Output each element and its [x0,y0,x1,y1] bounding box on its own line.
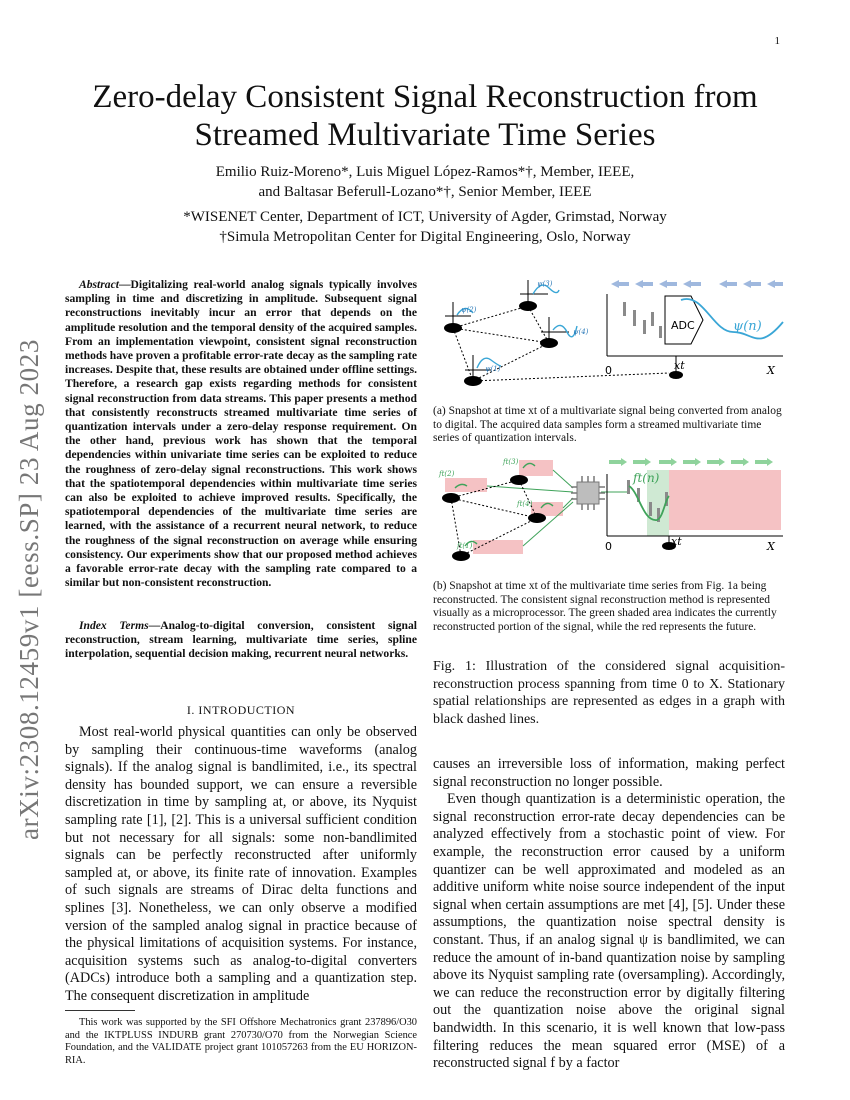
right-paragraph-2: Even though quantization is a deterministic operation, the signal reconstruction error-rate decay dependencies can be analyzed effectively from a stochastic point of view. For example, the reconstruction error caused by a uniform quantizer can be well approximated and modeled as an additive uniform white noise source independent of the input signal when certain assumptions are met [4], [5]. Under these assumptions, the quantization noise spectral density is constant. Thus, if an analog signal ψ is bandlimited, we can reduce the amount of in-band quantization noise by sampling above its Nyquist sampling rate (oversampling). Accordingly, we can reduce the reconstruction error by digitally filtering out the quantization noise above the original signal bandwidth. In this scenario, it is well known that low-pass filtering reduces the mean squared error (MSE) of a reconstructed signal f by a factor [433,791,785,1072]
right-column-body [433,756,785,1073]
axis-zero-b: 0 [605,540,612,553]
axis-X: X [767,364,775,377]
arxiv-stamp: arXiv:2308.12459v1 [eess.SP] 23 Aug 2023 [14,339,44,840]
axis-xt-b: xt [671,535,682,548]
affiliations [60,207,790,247]
footnote-rule [65,1010,135,1011]
index-terms-text: —Analog-to-digital conversion, consistent signal reconstruction, stream learning, multivariate time series, spline interpolation, sequential decision making, recurrent neural networks. [65,619,417,661]
ft-n-label: ft(n) [633,471,660,485]
psi1-label: ψ(1) [485,365,501,373]
abstract [65,278,417,590]
abstract-text: —Digitalizing real-world analog signals typically involves sampling in time and discretizing in amplitude. Subsequent signal reconstructions inevitably incur an error that depends on the amplitude resolution and the temporal density of the acquired samples. From an implementation viewpoint, consistent signal reconstruction methods have proven a profitable error-rate decay as the sampling rate increases. Despite that, these results are obtained under offline settings. Therefore, a research gap exists regarding methods for consistent signal reconstruction from data streams. This paper presents a method that consistently reconstructs streamed multivariate time series of quantization intervals under a zero-delay response requirement. On the other hand, previous work has shown that the temporal dependencies within univariate time series can be exploited to reduce the roughness of zero-delay signal reconstructions. This work shows that the spatiotemporal dependencies within multivariate time series can also be exploited to achieve improved results. Specifically, the spatiotemporal dependencies of the multivariate time series are learned, with the assistance of a recurrent neural network, to reduce the roughness of the signal reconstruction on average while ensuring consistency. Our experiments show that our proposed method achieves a favorable error-rate decay with the sampling rate compared to a similar but non-consistent reconstruction. [65,278,417,590]
footnote: This work was supported by the SFI Offshore Mechatronics grant 237896/O30 and the IKTPLUSS INDURB grant 270730/O70 from the Norwegian Science Foundation, and the VALIDATE project grant 101057263 from the EU HORIZON-RIA. [65,1017,417,1066]
f3-label: ft(3) [503,458,519,466]
paper-title: Zero-delay Consistent Signal Reconstruction from Streamed Multivariate Time Series [92,79,758,153]
abstract-label: Abstract [79,278,119,291]
page-number: 1 [774,35,780,47]
axis-X-b: X [767,540,775,553]
f1-label: ft(1) [457,542,473,550]
right-paragraph-1: causes an irreversible loss of information, making perfect signal reconstruction no longer possible. [433,756,785,790]
f4-label: ft(4) [517,500,533,508]
caption-fig1: Fig. 1: Illustration of the considered signal acquisition-reconstruction process spanning from time 0 to X. Stationary spatial relationships are represented as edges in a graph with black dashed lines. [433,659,785,727]
axis-xt: xt [674,359,685,372]
affiliation-2: †Simula Metropolitan Center for Digital Engineering, Oslo, Norway [219,229,631,245]
authors [60,162,790,202]
psi4-label: ψ(4) [573,328,589,336]
figure-1a [433,272,785,400]
affiliation-1: *WISENET Center, Department of ICT, University of Agder, Grimstad, Norway [183,209,667,225]
figure-1b [433,452,785,574]
adc-label: ADC [671,319,695,332]
authors-line-1: Emilio Ruiz-Moreno*, Luis Miguel López-Ramos*†, Member, IEEE, [215,164,635,180]
caption-1b: (b) Snapshot at time xt of the multivariate time series from Fig. 1a being reconstructed. The consistent signal reconstruction method is represented visually as a microprocessor. The green shaded area indicates the currently reconstructed portion of the signal, while the red represents the future. [433,580,777,633]
f2-label: ft(2) [439,470,455,478]
axis-zero: 0 [605,364,612,377]
authors-line-2: and Baltasar Beferull-Lozano*†, Senior Member, IEEE [258,184,592,200]
index-terms [65,619,417,662]
caption-1a: (a) Snapshot at time xt of a multivariate signal being converted from analog to digital. The acquired data samples form a streamed multivariate time series of quantization intervals. [433,405,782,445]
psi2-label: ψ(2) [461,306,477,314]
intro-paragraph: Most real-world physical quantities can only be observed by sampling their continuous-time waveforms (analog signals). If the analog signal is bandlimited, i.e., its spectral density has bounded support, we can ensure a reversible discretization in time by sampling at, or above, its Nyquist sampling rate [1], [2]. This is a universal sufficient condition but not necessary for all signals: some non-bandlimited signals can be perfectly reconstructed after uniformly sampled at, or above, its finite rate of innovation. Examples of such signals are streams of Dirac delta functions and splines [3]. Nonetheless, we can only observe a modified version of the sampled analog signal in practice because of the physical limitations of acquisition systems. For instance, acquisition systems such as analog-to-digital converters (ADCs) introduce both a sampling and a quantization step. The consequent discretization in amplitude [65,724,417,1004]
index-terms-label: Index Terms [79,619,149,632]
section-heading: I. INTRODUCTION [186,703,296,717]
psi-n-label: ψ(n) [733,319,762,334]
psi3-label: ψ(3) [537,280,553,288]
